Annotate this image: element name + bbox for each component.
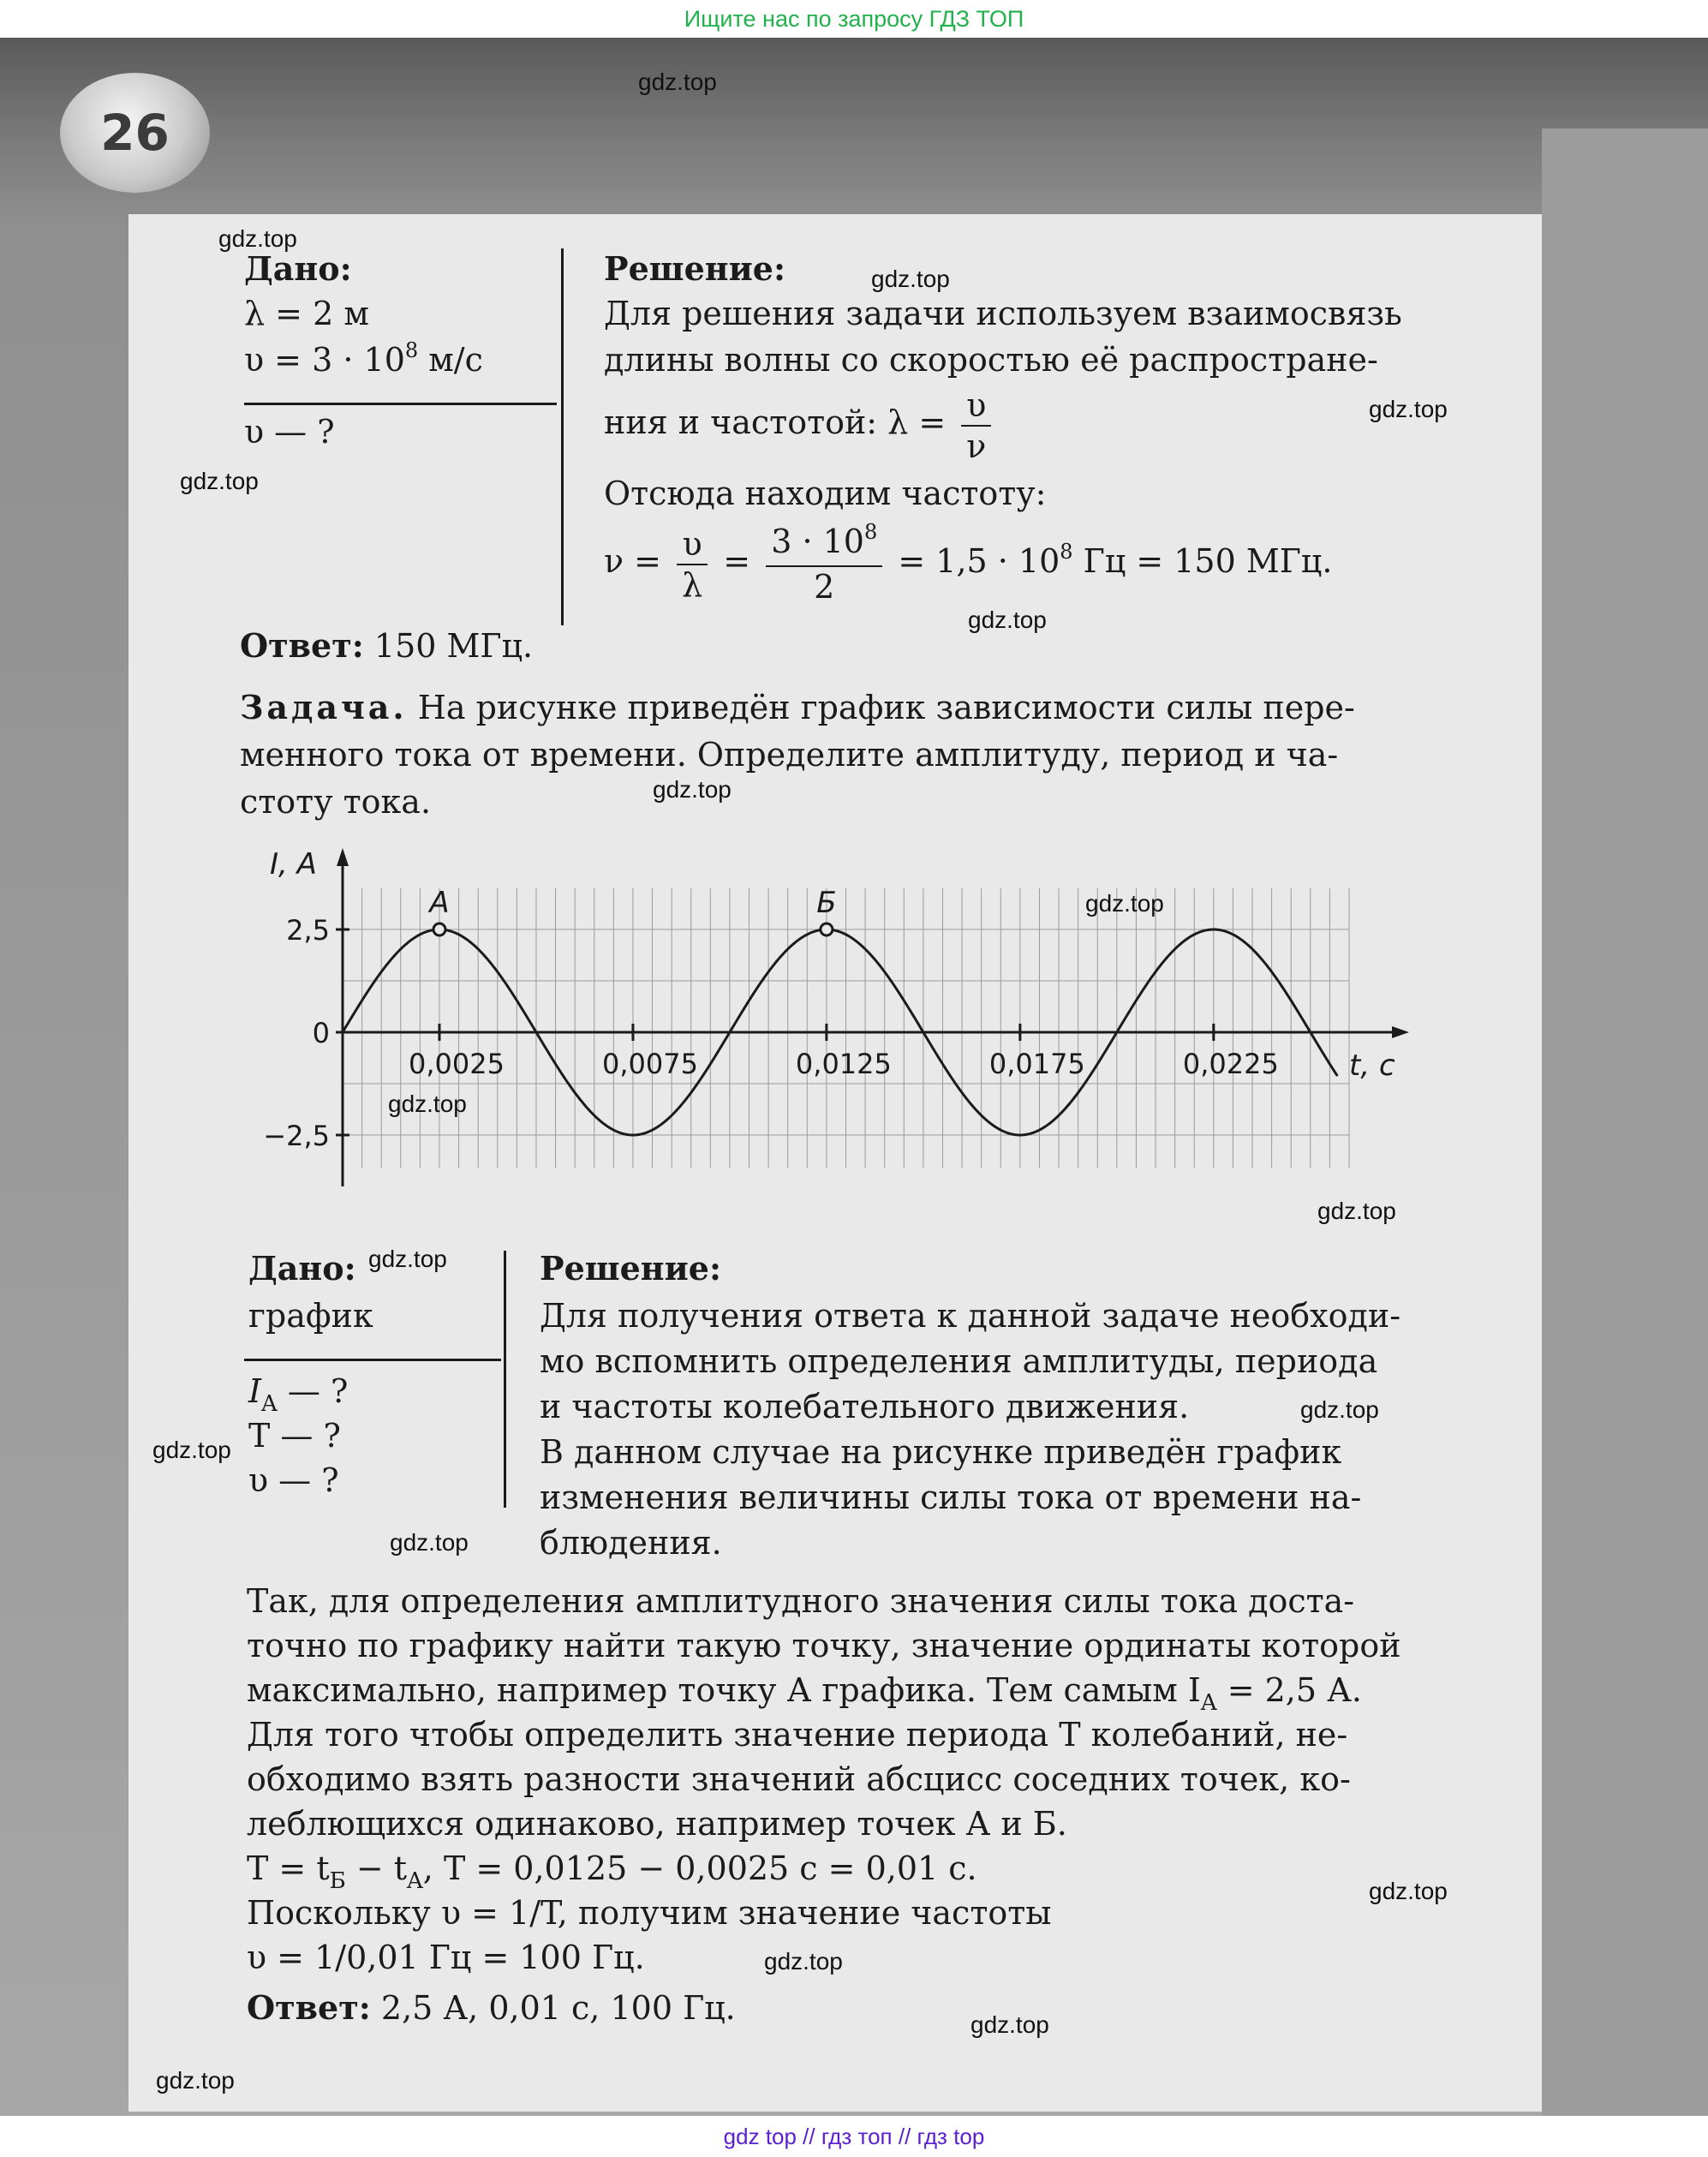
find-amplitude: $I_A$ — ? <box>248 1372 349 1417</box>
given-solution-separator-2 <box>504 1251 506 1508</box>
watermark: gdz.top <box>1369 1878 1448 1904</box>
x-tick-label: 0,0025 <box>408 1048 505 1080</box>
solution-2-line: В данном случае на рисунке приведён график <box>540 1433 1342 1471</box>
x-tick-label: 0,0175 <box>988 1048 1085 1080</box>
given-divider-2 <box>244 1359 501 1361</box>
frequency-formula: ν = $\frac{\upsilon}{\lambda}$ = $\frac{3 \cdot 10^8}{2}$ = $1,5 \cdot 10^8$ Гц = 150 МГц. <box>604 520 1333 606</box>
given-title-2: Дано: <box>248 1249 356 1288</box>
y-tick-label: −2,5 <box>263 1120 330 1152</box>
point-label-a: А <box>429 886 450 920</box>
paragraph-line: Так, для определения амплитудного значения силы тока доста- <box>247 1582 1355 1620</box>
watermark: gdz.top <box>390 1529 469 1556</box>
solution-2-line: и частоты колебательного движения. <box>540 1388 1190 1425</box>
paragraph-line: леблющихся одинаково, например точек А и Б. <box>247 1805 1067 1843</box>
find-frequency: υ — ? <box>244 413 335 451</box>
solution-2-line: блюдения. <box>540 1524 722 1562</box>
point-marker <box>433 923 445 935</box>
task-line-1: Задача. На рисунке приведён график зависимости силы пере- <box>240 688 1355 726</box>
given-solution-separator-1 <box>561 248 564 625</box>
find-period: T — ? <box>248 1417 341 1455</box>
page-number-badge: 26 <box>60 73 210 193</box>
solution-title-1: Решение: <box>604 249 785 288</box>
watermark: gdz.top <box>764 1948 843 1975</box>
solution-2-line: мо вспомнить определения амплитуды, периода <box>540 1342 1378 1380</box>
given-divider-1 <box>244 403 557 405</box>
x-tick-label: 0,0125 <box>795 1048 892 1080</box>
x-axis-label: t, c <box>1349 1049 1395 1083</box>
footer-links[interactable]: gdz top // гдз топ // гдз top <box>0 2116 1708 2157</box>
watermark: gdz.top <box>156 2067 235 2094</box>
given-velocity: $\upsilon = 3 \cdot 10^8$ м/с <box>244 338 483 379</box>
solution-2-line: изменения величины силы тока от времени на- <box>540 1479 1362 1516</box>
paragraph-line: обходимо взять разности значений абсцисс соседних точек, ко- <box>247 1760 1351 1798</box>
solution-1-line-1: Для решения задачи используем взаимосвязь <box>604 295 1402 332</box>
chart-marks <box>336 923 1337 1135</box>
top-banner[interactable]: Ищите нас по запросу ГДЗ ТОП <box>0 0 1708 38</box>
y-tick-label: 2,5 <box>286 914 330 947</box>
solution-1-line-2: длины волны со скоростью её распростране- <box>604 341 1378 379</box>
solution-title-2: Решение: <box>540 1249 721 1288</box>
watermark: gdz.top <box>388 1090 467 1117</box>
chart-grid <box>343 888 1349 1168</box>
solution-1-line-4: Отсюда находим частоту: <box>604 475 1047 512</box>
watermark: gdz.top <box>871 266 950 292</box>
given-graph: график <box>248 1297 373 1335</box>
current-vs-time-chart <box>214 844 1430 1212</box>
solution-1-line-3: ния и частотой: λ = $\frac{\upsilon}{\nu}$ <box>604 381 996 466</box>
watermark: gdz.top <box>152 1437 231 1463</box>
given-title-1: Дано: <box>244 249 352 288</box>
solution-2-line: Для получения ответа к данной задаче необходи- <box>540 1297 1401 1335</box>
paragraph-line: Поскольку υ = 1/T, получим значение частоты <box>247 1894 1052 1932</box>
point-marker <box>821 923 833 935</box>
paragraph-line: υ = 1/0,01 Гц = 100 Гц. <box>247 1939 645 1976</box>
paragraph-line-amplitude: максимально, например точку А графика. Тем самым $I_A = 2,5$ А. <box>247 1671 1362 1716</box>
y-axis-arrow <box>337 848 349 866</box>
answer-1: Ответ: 150 МГц. <box>240 626 534 665</box>
answer-2: Ответ: 2,5 А, 0,01 с, 100 Гц. <box>247 1988 736 2027</box>
watermark: gdz.top <box>1317 1198 1396 1224</box>
task-line-3: стоту тока. <box>240 783 432 821</box>
watermark: gdz.top <box>368 1246 447 1272</box>
paragraph-line: точно по графику найти такую точку, значение ординаты которой <box>247 1627 1401 1664</box>
x-tick-label: 0,0075 <box>601 1048 698 1080</box>
watermark: gdz.top <box>968 606 1047 633</box>
y-tick-label: 0 <box>312 1017 330 1049</box>
period-formula: $T = t_Б - t_A$, T = 0,0125 − 0,0025 с = 0,01 с. <box>247 1849 977 1894</box>
x-axis-arrow <box>1392 1026 1409 1038</box>
neighbor-page-strip <box>1542 128 1708 2116</box>
watermark: gdz.top <box>1369 396 1448 422</box>
watermark: gdz.top <box>653 776 732 803</box>
watermark: gdz.top <box>1300 1396 1379 1423</box>
watermark: gdz.top <box>1085 890 1164 917</box>
watermark: gdz.top <box>218 225 297 252</box>
find-frequency-2: υ — ? <box>248 1461 339 1499</box>
y-axis-label: I, A <box>270 847 317 881</box>
x-tick-label: 0,0225 <box>1182 1048 1279 1080</box>
watermark: gdz.top <box>970 2011 1049 2038</box>
task-line-2: менного тока от времени. Определите амплитуду, период и ча- <box>240 736 1339 774</box>
watermark: gdz.top <box>638 69 717 95</box>
point-label-b: Б <box>816 886 837 920</box>
given-lambda: λ = 2 м <box>244 295 369 332</box>
paragraph-line: Для того чтобы определить значение периода T колебаний, не- <box>247 1716 1348 1754</box>
watermark: gdz.top <box>180 468 259 494</box>
